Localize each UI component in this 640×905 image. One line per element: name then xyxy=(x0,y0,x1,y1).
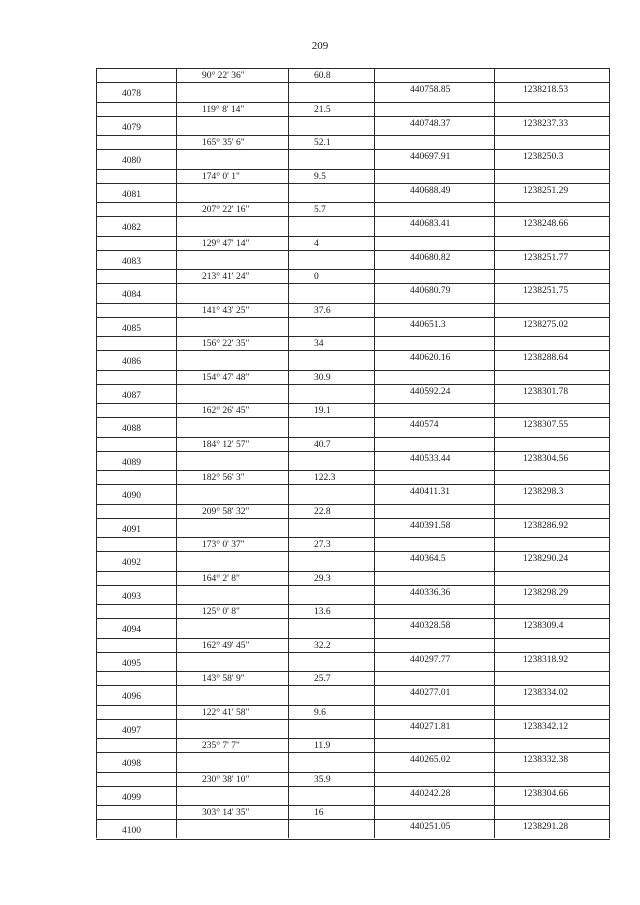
point-number: 4098 xyxy=(122,759,141,769)
row-divider xyxy=(96,685,610,686)
y-coordinate: 1238332.38 xyxy=(523,755,569,765)
segment-distance: 122.3 xyxy=(314,473,336,483)
row-divider xyxy=(96,819,610,820)
bearing-angle: 213° 41' 24" xyxy=(202,272,250,282)
y-coordinate: 1238288.64 xyxy=(523,353,569,363)
y-coordinate: 1238251.29 xyxy=(523,185,569,196)
row-divider xyxy=(96,752,610,753)
bearing-angle: 162° 49' 45" xyxy=(202,640,250,651)
table-border-right xyxy=(609,68,610,838)
segment-distance: 30.9 xyxy=(314,372,331,383)
x-coordinate: 440271.81 xyxy=(410,721,451,732)
segment-distance: 0 xyxy=(314,272,319,282)
point-number: 4079 xyxy=(122,122,141,133)
bearing-angle: 230° 38' 10" xyxy=(202,774,250,785)
row-divider xyxy=(96,652,610,653)
row-divider xyxy=(96,303,610,304)
row-divider xyxy=(96,638,610,639)
segment-distance: 13.6 xyxy=(314,607,331,617)
x-coordinate: 440680.79 xyxy=(410,286,451,296)
bearing-angle: 129° 47' 14" xyxy=(202,238,250,249)
y-coordinate: 1238218.53 xyxy=(523,85,569,95)
row-divider xyxy=(96,417,610,418)
point-number: 4080 xyxy=(122,156,141,166)
column-divider xyxy=(374,68,375,838)
row-divider xyxy=(96,451,610,452)
y-coordinate: 1238237.33 xyxy=(523,118,569,129)
x-coordinate: 440328.58 xyxy=(410,621,451,631)
segment-distance: 16 xyxy=(314,808,324,818)
x-coordinate: 440688.49 xyxy=(410,185,451,196)
row-divider xyxy=(96,403,610,404)
row-divider xyxy=(96,82,610,83)
table-border-bottom xyxy=(96,839,610,840)
point-number: 4095 xyxy=(122,658,141,669)
bearing-angle: 154° 47' 48" xyxy=(202,372,250,383)
row-divider xyxy=(96,384,610,385)
y-coordinate: 1238291.28 xyxy=(523,822,569,832)
row-divider xyxy=(96,537,610,538)
y-coordinate: 1238301.78 xyxy=(523,386,569,397)
column-divider xyxy=(176,68,177,838)
y-coordinate: 1238307.55 xyxy=(523,420,569,430)
x-coordinate: 440364.5 xyxy=(410,554,446,564)
row-divider xyxy=(96,370,610,371)
segment-distance: 40.7 xyxy=(314,439,331,450)
bearing-angle: 174° 0' 1" xyxy=(202,171,240,182)
bearing-angle: 165° 35' 6" xyxy=(202,138,245,148)
bearing-angle: 125° 0' 8" xyxy=(202,607,240,617)
point-number: 4097 xyxy=(122,725,141,736)
row-divider xyxy=(96,350,610,351)
point-number: 4093 xyxy=(122,591,141,602)
bearing-angle: 90° 22' 36" xyxy=(202,71,245,81)
row-divider xyxy=(96,585,610,586)
point-number: 4088 xyxy=(122,424,141,434)
segment-distance: 22.8 xyxy=(314,506,331,517)
y-coordinate: 1238304.66 xyxy=(523,788,569,799)
y-coordinate: 1238309.4 xyxy=(523,621,564,631)
bearing-angle: 164° 2' 8" xyxy=(202,573,240,584)
row-divider xyxy=(96,183,610,184)
segment-distance: 5.7 xyxy=(314,205,326,215)
row-divider xyxy=(96,738,610,739)
point-number: 4099 xyxy=(122,792,141,803)
row-divider xyxy=(96,283,610,284)
row-divider xyxy=(96,336,610,337)
row-divider xyxy=(96,116,610,117)
bearing-angle: 303° 14' 35" xyxy=(202,808,250,818)
bearing-angle: 143° 58' 9" xyxy=(202,674,245,684)
bearing-angle: 119° 8' 14" xyxy=(202,104,245,115)
table-border-left xyxy=(96,68,97,838)
x-coordinate: 440391.58 xyxy=(410,520,451,531)
segment-distance: 27.3 xyxy=(314,540,331,550)
bearing-angle: 182° 56' 3" xyxy=(202,473,245,483)
row-divider xyxy=(96,437,610,438)
bearing-angle: 122° 41' 58" xyxy=(202,707,250,718)
bearing-angle: 162° 26' 45" xyxy=(202,406,250,416)
x-coordinate: 440336.36 xyxy=(410,587,451,598)
x-coordinate: 440680.82 xyxy=(410,252,451,263)
y-coordinate: 1238286.92 xyxy=(523,520,569,531)
bearing-angle: 184° 12' 57" xyxy=(202,439,250,450)
row-divider xyxy=(96,518,610,519)
x-coordinate: 440758.85 xyxy=(410,85,451,95)
point-number: 4087 xyxy=(122,390,141,401)
page-number: 209 xyxy=(311,40,329,52)
row-divider xyxy=(96,772,610,773)
y-coordinate: 1238342.12 xyxy=(523,721,569,732)
y-coordinate: 1238275.02 xyxy=(523,319,569,330)
segment-distance: 4 xyxy=(314,238,319,249)
row-divider xyxy=(96,484,610,485)
point-number: 4082 xyxy=(122,223,141,233)
segment-distance: 35.9 xyxy=(314,774,331,785)
bearing-angle: 141° 43' 25" xyxy=(202,305,250,316)
x-coordinate: 440277.01 xyxy=(410,688,451,698)
bearing-angle: 156° 22' 35" xyxy=(202,339,250,349)
coordinate-table xyxy=(96,68,610,838)
segment-distance: 29.3 xyxy=(314,573,331,584)
y-coordinate: 1238290.24 xyxy=(523,554,569,564)
segment-distance: 19.1 xyxy=(314,406,331,416)
point-number: 4085 xyxy=(122,323,141,334)
bearing-angle: 173° 0' 37" xyxy=(202,540,245,550)
bearing-angle: 207° 22' 16" xyxy=(202,205,250,215)
column-divider xyxy=(288,68,289,838)
row-divider xyxy=(96,786,610,787)
segment-distance: 34 xyxy=(314,339,324,349)
row-divider xyxy=(96,571,610,572)
row-divider xyxy=(96,202,610,203)
row-divider xyxy=(96,504,610,505)
x-coordinate: 440251.05 xyxy=(410,822,451,832)
row-divider xyxy=(96,671,610,672)
segment-distance: 9.6 xyxy=(314,707,326,718)
column-divider xyxy=(494,68,495,838)
x-coordinate: 440683.41 xyxy=(410,219,451,229)
table-border-top xyxy=(96,68,610,69)
row-divider xyxy=(96,618,610,619)
segment-distance: 11.9 xyxy=(314,741,331,751)
row-divider xyxy=(96,236,610,237)
x-coordinate: 440297.77 xyxy=(410,654,451,665)
segment-distance: 25.7 xyxy=(314,674,331,684)
row-divider xyxy=(96,551,610,552)
segment-distance: 52.1 xyxy=(314,138,331,148)
y-coordinate: 1238251.77 xyxy=(523,252,569,263)
point-number: 4091 xyxy=(122,524,141,535)
segment-distance: 21.5 xyxy=(314,104,331,115)
x-coordinate: 440651.3 xyxy=(410,319,446,330)
x-coordinate: 440242.28 xyxy=(410,788,451,799)
x-coordinate: 440592.24 xyxy=(410,386,451,397)
y-coordinate: 1238250.3 xyxy=(523,152,564,162)
row-divider xyxy=(96,604,610,605)
y-coordinate: 1238298.29 xyxy=(523,587,569,598)
segment-distance: 37.6 xyxy=(314,305,331,316)
row-divider xyxy=(96,149,610,150)
point-number: 4084 xyxy=(122,290,141,300)
point-number: 4100 xyxy=(122,826,141,836)
y-coordinate: 1238248.66 xyxy=(523,219,569,229)
row-divider xyxy=(96,250,610,251)
segment-distance: 60.8 xyxy=(314,71,331,81)
row-divider xyxy=(96,216,610,217)
row-divider xyxy=(96,719,610,720)
point-number: 4090 xyxy=(122,491,141,501)
x-coordinate: 440265.02 xyxy=(410,755,451,765)
point-number: 4096 xyxy=(122,692,141,702)
x-coordinate: 440697.91 xyxy=(410,152,451,162)
x-coordinate: 440748.37 xyxy=(410,118,451,129)
row-divider xyxy=(96,135,610,136)
x-coordinate: 440620.16 xyxy=(410,353,451,363)
point-number: 4083 xyxy=(122,256,141,267)
row-divider xyxy=(96,470,610,471)
point-number: 4086 xyxy=(122,357,141,367)
y-coordinate: 1238298.3 xyxy=(523,487,564,497)
segment-distance: 32.2 xyxy=(314,640,331,651)
row-divider xyxy=(96,169,610,170)
point-number: 4078 xyxy=(122,89,141,99)
y-coordinate: 1238251.75 xyxy=(523,286,569,296)
bearing-angle: 209° 58' 32" xyxy=(202,506,250,517)
y-coordinate: 1238318.92 xyxy=(523,654,569,665)
row-divider xyxy=(96,705,610,706)
row-divider xyxy=(96,102,610,103)
row-divider xyxy=(96,805,610,806)
x-coordinate: 440574 xyxy=(410,420,439,430)
point-number: 4089 xyxy=(122,457,141,468)
row-divider xyxy=(96,269,610,270)
x-coordinate: 440411.31 xyxy=(410,487,451,497)
y-coordinate: 1238334.02 xyxy=(523,688,569,698)
bearing-angle: 235° 7' 7" xyxy=(202,741,240,751)
point-number: 4094 xyxy=(122,625,141,635)
row-divider xyxy=(96,317,610,318)
x-coordinate: 440533.44 xyxy=(410,453,451,464)
point-number: 4081 xyxy=(122,189,141,200)
point-number: 4092 xyxy=(122,558,141,568)
segment-distance: 9.5 xyxy=(314,171,326,182)
y-coordinate: 1238304.56 xyxy=(523,453,569,464)
